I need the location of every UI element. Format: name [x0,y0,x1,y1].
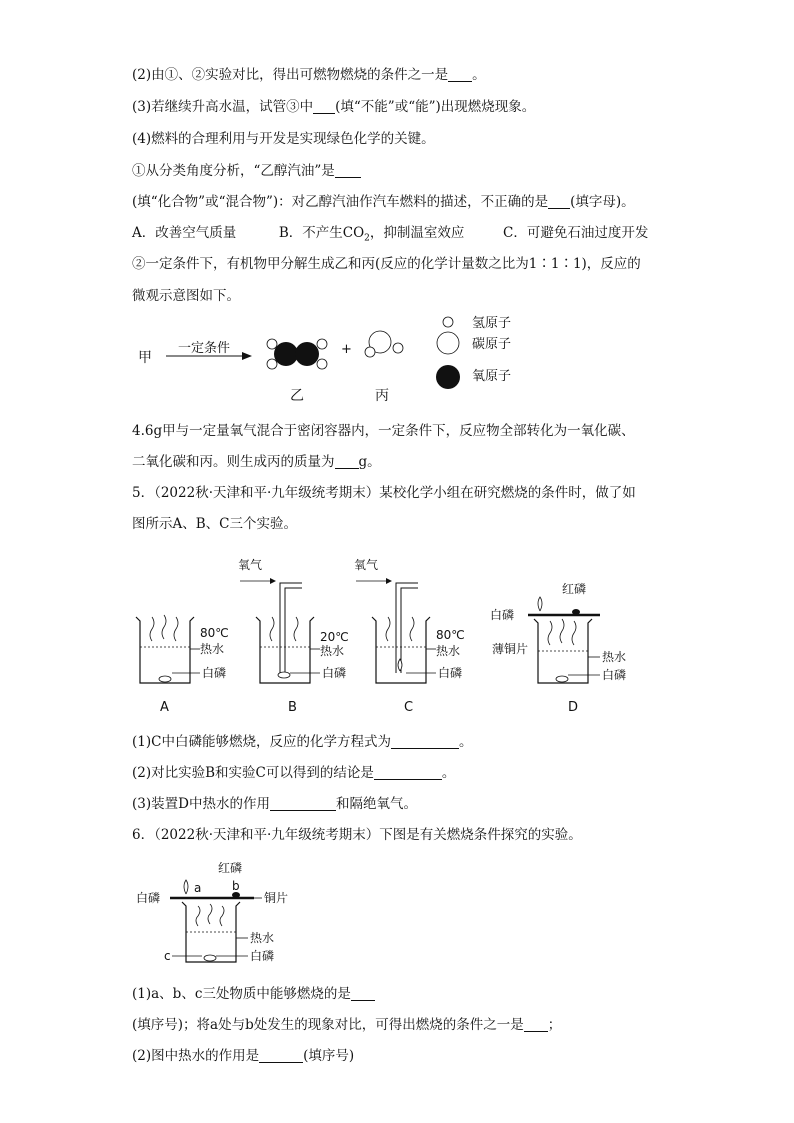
q6-sub-1b [132,1016,561,1034]
label-d: D [568,700,579,715]
answer-blank[interactable] [313,99,335,114]
option-b-text: B．不产生CO [278,225,365,241]
legend-o-label: 氧原子 [472,369,512,384]
q5-sub-1 [132,733,472,751]
temp-label: 80℃ [200,626,229,640]
answer-blank[interactable] [391,734,459,749]
q6-text: (填序号) [303,1048,355,1064]
white-p-label: 白磷 [490,608,515,622]
red-p-label: 红磷 [562,582,587,596]
option-b-text-end: ，抑制温室效应 [369,225,465,241]
q4-text: (填字母)。 [570,194,635,210]
temp-label: 20℃ [320,630,349,644]
h-atom [393,343,403,353]
q4-line-6 [132,193,635,211]
white-p-label: 白磷 [250,949,275,963]
white-p-label: 白磷 [602,668,627,682]
point-c-label: c [164,949,171,963]
flame-icon [184,880,188,894]
yi-label: 乙 [290,388,304,404]
q4-line-4: (4)燃料的合理利用与开发是实现绿色化学的关键。 [132,131,435,147]
hot-water-label: 热水 [602,650,627,664]
q4-line-2 [132,66,486,84]
q5-text: 和隔绝氧气。 [335,796,417,812]
q4-text: (填“化合物”或“混合物”)：对乙醇汽油作汽车燃料的描述，不正确的是 [132,194,549,210]
point-a-label: a [194,881,202,895]
legend-h-icon [443,317,453,327]
label-b: B [288,700,297,715]
q5-sub-3 [132,795,417,813]
beaker-a [136,615,229,683]
h-atom [317,359,327,369]
q6-title: 6．（2022秋·天津和平·九年级统考期末）下图是有关燃烧条件探究的实验。 [132,827,582,843]
answer-blank[interactable] [548,194,570,209]
white-p-label: 白磷 [202,666,227,680]
label-a: A [160,700,169,715]
oxygen-label: 氧气 [238,558,263,572]
hot-water-label: 热水 [436,644,461,658]
q5-title: 5．（2022秋·天津和平·九年级统考期末）某校化学小组在研究燃烧的条件时，做了如 [132,485,636,501]
arrow-head-icon [242,352,252,360]
q6-sub-2 [132,1047,354,1065]
q4-line-5 [132,162,361,180]
bing-label: 丙 [375,388,389,404]
arrow-head-icon [270,578,276,584]
answer-blank[interactable] [335,163,361,178]
option-c: C．可避免石油过度开发 [503,225,649,241]
red-p-label: 红磷 [218,861,243,875]
white-p-label: 白磷 [438,666,463,680]
answer-blank[interactable] [374,765,442,780]
q6-text: (填序号)；将a处与b处发生的现象对比，可得出燃烧的条件之一是 [132,1017,524,1033]
plus-sign: + [341,342,352,357]
yi-molecule [267,339,327,369]
jia-label: 甲 [138,350,152,366]
point-b-label: b [232,879,240,893]
temp-label: 80℃ [436,628,465,642]
dark-atom [274,342,298,366]
q6-text: ； [547,1017,562,1033]
bing-molecule [365,331,403,357]
q5-text: 。 [458,734,473,750]
condition-label: 一定条件 [178,341,231,356]
legend-h-label: 氢原子 [472,316,512,331]
q4-text: (填“不能”或“能”)出现燃烧现象。 [335,99,536,115]
q5-sub-2 [132,764,455,782]
q4-line-10: 4.6g甲与一定量氧气混合于密闭容器内，一定条件下，反应物全部转化为一氧化碳、 [132,423,635,439]
q4-text: 二氧化碳和丙。则生成丙的质量为 [132,454,335,470]
beaker-b [238,557,349,683]
answer-blank[interactable] [448,67,472,82]
option-a: A．改善空气质量 [132,225,237,241]
q6-experiment-figure [130,852,330,977]
answer-blank[interactable] [270,796,336,811]
white-p-label: 白磷 [136,891,161,905]
q4-text: (3)若继续升高水温，试管③中 [132,99,314,115]
hot-water-label: 热水 [250,931,275,945]
dark-atom [295,342,319,366]
q6-sub-1 [132,985,375,1003]
q6-text: (2)图中热水的作用是 [132,1048,260,1064]
h-atom [267,359,277,369]
h-atom [317,339,327,349]
white-p-label: 白磷 [322,666,347,680]
q4-text: g。 [358,454,381,470]
h-atom [365,347,375,357]
q4-line-9: 微观示意图如下。 [132,288,240,304]
oxygen-label: 氧气 [354,558,379,572]
legend-c-label: 碳原子 [472,337,512,352]
beaker-d [490,581,626,683]
copper-label: 薄铜片 [492,642,529,656]
co2-subscript: 2 [364,233,370,244]
arrow-head-icon [386,578,392,584]
q4-options [132,224,648,248]
option-b [278,225,465,244]
label-c: C [404,700,414,715]
beaker-c [354,557,465,683]
q5-text: (1)C中白磷能够燃烧，反应的化学方程式为 [132,734,391,750]
q4-text: 。 [472,67,486,83]
q5-text: (3)装置D中热水的作用 [132,796,270,812]
q4-text: (2)由①、②实验对比，得出可燃物燃烧的条件之一是 [132,67,449,83]
legend-o-icon [436,365,460,389]
q5-line-2: 图所示A、B、C三个实验。 [132,516,297,532]
answer-blank[interactable] [335,454,359,469]
h-atom [267,339,277,349]
micro-reaction-diagram [130,308,550,408]
q5-text: (2)对比实验B和实验C可以得到的结论是 [132,765,374,781]
copper-label: 铜片 [264,891,289,905]
answer-blank[interactable] [351,986,375,1001]
answer-blank[interactable] [259,1048,303,1063]
flame-icon [538,597,542,611]
q4-line-11 [132,453,381,471]
q5-experiment-figure [130,545,650,725]
hot-water-label: 热水 [200,642,225,656]
q6-text: (1)a、b、c三处物质中能够燃烧的是 [132,986,351,1002]
hot-water-label: 热水 [320,644,345,658]
q4-line-8: ②一定条件下，有机物甲分解生成乙和丙(反应的化学计量数之比为1∶1∶1)，反应的 [132,256,641,272]
q4-text: ①从分类角度分析，“乙醇汽油”是 [132,163,335,179]
q5-text: 。 [441,765,456,781]
answer-blank[interactable] [524,1017,548,1032]
legend-c-icon [437,332,459,354]
q4-line-3 [132,98,535,116]
red-p-dot [572,609,580,615]
